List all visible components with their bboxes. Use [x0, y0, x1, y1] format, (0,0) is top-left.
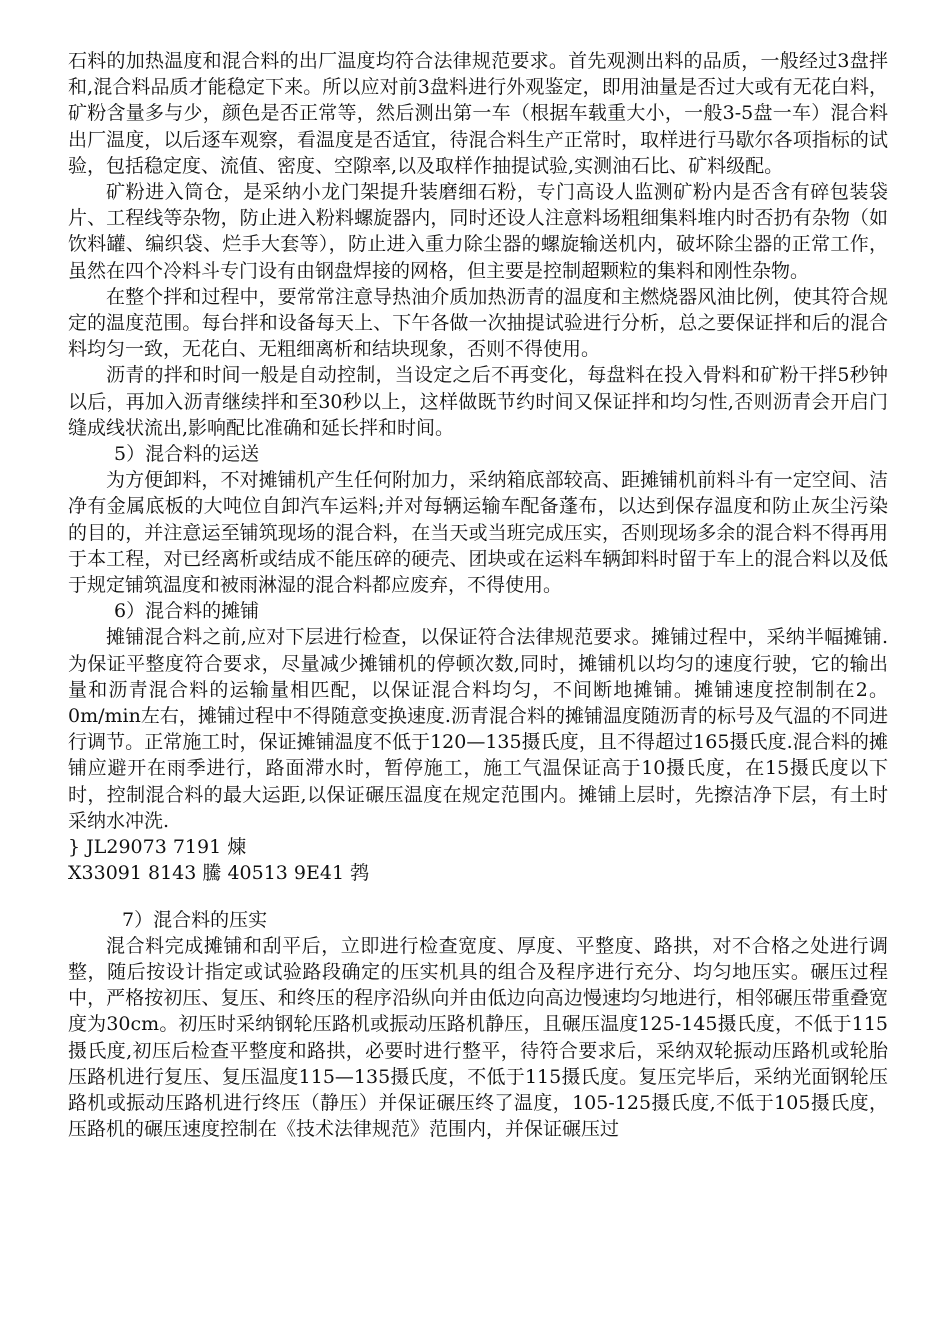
garbled-text-line: X33091 8143 騰 40513 9E41 鹁 — [68, 862, 370, 885]
paragraph-mixing-process: 在整个拌和过程中，要常常注意导热油介质加热沥青的温度和主燃烧器风油比例，使其符合规定的温度范围。每台拌和设备每天上、下午各做一次抽提试验进行分析，总之要保证拌和后的混合料均匀一致，无花白、无粗细离析和结块现象，否则不得使用。 — [68, 285, 888, 361]
document-page — [68, 48, 888, 1142]
paragraph-compaction: 混合料完成摊铺和刮平后，立即进行检查宽度、厚度、平整度、路拱，对不合格之处进行调整，随后按设计指定或试验路段确定的压实机具的组合及程序进行充分、均匀地压实。碾压过程中，严格按初压、复压、和终压的程序沿纵向并由低边向高边慢速均匀地进行，相邻碾压带重叠宽度为30cm。初压时采纳钢轮压路机或振动压路机静压，且碾压温度125-145摄氏度，不低于115摄氏度,初压后检查平整度和路拱，必要时进行整平，待符合要求后，采纳双轮振动压路机或轮胎压路机进行复压、复压温度115—135摄氏度，不低于115摄氏度。复压完毕后，采纳光面钢轮压路机或振动压路机进行终压（静压）并保证碾压终了温度，105-125摄氏度,不低于105摄氏度，压路机的碾压速度控制在《技术法律规范》范围内，并保证碾压过 — [68, 934, 888, 1141]
section-heading-transport: 5）混合料的运送 — [114, 443, 260, 466]
paragraph-mixing-time: 沥青的拌和时间一般是自动控制，当设定之后不再变化，每盘料在投入骨料和矿粉干拌5秒钟以后，再加入沥青继续拌和至30秒以上，这样做既节约时间又保证拌和均匀性,否则沥青会开启门缝成线状流出,影响配比准确和延长拌和时间。 — [68, 364, 888, 439]
paragraph-temperature-inspection: 石料的加热温度和混合料的出厂温度均符合法律规范要求。首先观测出料的品质，一般经过3盘拌和,混合料品质才能稳定下来。所以应对前3盘料进行外观鉴定，即用油量是否过大或有无花白料，矿粉含量多与少，颜色是否正常等，然后测出第一车（根据车载重大小，一般3-5盘一车）混合料出厂温度，以后逐车观察，看温度是否适宜，待混合料生产正常时，取样进行马歇尔各项指标的试验，包括稳定度、流值、密度、空隙率,以及取样作抽提试验,实测油石比、矿料级配。 — [68, 50, 888, 177]
paragraph-paving: 摊铺混合料之前,应对下层进行检查，以保证符合法律规范要求。摊铺过程中，采纳半幅摊铺.为保证平整度符合要求，尽量减少摊铺机的停顿次数,同时，摊铺机以均匀的速度行驶，它的输出量和沥青混合料的运输量相匹配，以保证混合料均匀，不间断地摊铺。摊铺速度控制制在2。0m/min左右，摊铺过程中不得随意变换速度.沥青混合料的摊铺温度随沥青的标号及气温的不同进行调节。正常施工时，保证摊铺温度不低于120—135摄氏度，且不得超过165摄氏度.混合料的摊铺应避开在雨季进行，路面滞水时，暂停施工，施工气温保证高于10摄氏度，在15摄氏度以下时，控制混合料的最大运距,以保证碾压温度在规定范围内。摊铺上层时，先擦洁净下层，有土时采纳水冲洗. — [68, 626, 888, 832]
paragraph-transport: 为方便卸料，不对摊铺机产生任何附加力，采纳箱底部较高、距摊铺机前料斗有一定空间、洁净有金属底板的大吨位自卸汽车运料;并对每辆运输车配备蓬布，以达到保存温度和防止灰尘污染的目的，并注意运至铺筑现场的混合料，在当天或当班完成压实，否则现场多余的混合料不得再用于本工程，对已经离析或结成不能压碎的硬壳、团块或在运料车辆卸料时留于车上的混合料以及低于规定铺筑温度和被雨淋湿的混合料都应废弃，不得使用。 — [68, 469, 888, 597]
garbled-text-line: } JL29073 7191 煉 — [68, 836, 247, 859]
section-heading-paving: 6）混合料的摊铺 — [114, 600, 260, 623]
paragraph-mineral-powder: 矿粉进入筒仓，是采纳小龙门架提升装磨细石粉，专门高设人监测矿粉内是否含有碎包装袋片、工程线等杂物，防止进入粉料螺旋器内，同时还设人注意料场粗细集料堆内时否扔有杂物（如饮料罐、编织袋、烂手大套等），防止进入重力除尘器的螺旋输送机内，破坏除尘器的正常工作，虽然在四个冷料斗专门设有由钢盘焊接的网格，但主要是控制超颗粒的集料和刚性杂物。 — [68, 181, 888, 282]
section-heading-compaction: 7）混合料的压实 — [122, 908, 268, 931]
